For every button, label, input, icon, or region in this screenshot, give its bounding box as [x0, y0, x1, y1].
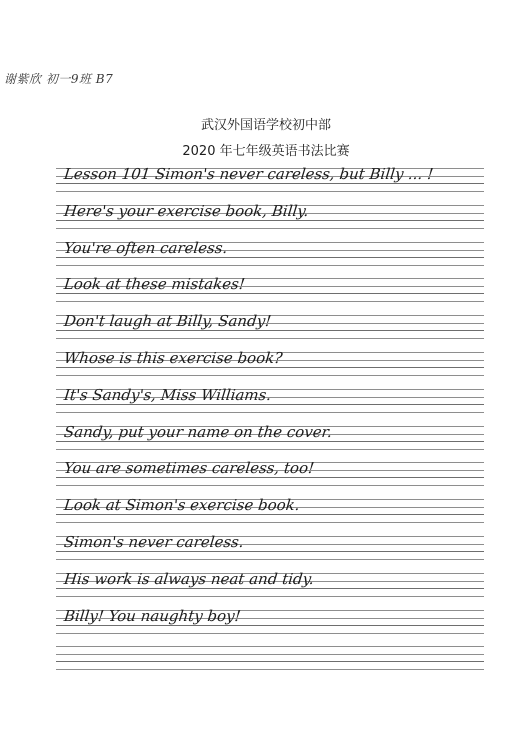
handwritten-line: His work is always neat and tidy. — [63, 569, 315, 588]
writing-row — [56, 383, 484, 420]
handwritten-line: Billy! You naughty boy! — [63, 606, 242, 625]
handwritten-line: Lesson 101 Simon's never careless, but Billy ... ! — [63, 165, 435, 183]
writing-row — [56, 272, 484, 309]
contest-title: 2020 年七年级英语书法比赛 — [182, 144, 350, 159]
handwritten-line: Sandy, put your name on the cover. — [63, 422, 333, 441]
handwritten-line: It's Sandy's, Miss Williams. — [63, 385, 273, 404]
writing-row — [56, 530, 484, 567]
writing-row — [56, 420, 484, 457]
writing-row — [56, 456, 484, 493]
handwritten-line: You are sometimes careless, too! — [63, 459, 316, 478]
school-title: 武汉外国语学校初中部 — [200, 118, 331, 133]
handwritten-line: Simon's never careless. — [63, 532, 245, 551]
student-name-note: 谢紫欣 初一9班 B7 — [4, 72, 114, 86]
writing-row — [56, 236, 484, 273]
writing-row — [56, 493, 484, 530]
writing-row — [56, 567, 484, 604]
handwritten-line: Here's your exercise book, Billy. — [63, 201, 310, 220]
writing-row — [56, 604, 484, 641]
writing-row — [56, 309, 484, 346]
writing-row — [56, 346, 484, 383]
writing-row — [56, 199, 484, 236]
handwritten-line: Look at these mistakes! — [63, 275, 246, 294]
writing-row — [56, 640, 484, 677]
writing-lines — [56, 162, 484, 677]
handwritten-line: Look at Simon's exercise book. — [63, 496, 301, 515]
writing-row — [56, 162, 484, 199]
handwritten-line: You're often careless. — [63, 238, 229, 257]
handwritten-line: Don't laugh at Billy, Sandy! — [63, 312, 273, 331]
handwritten-line: Whose is this exercise book? — [63, 348, 284, 367]
